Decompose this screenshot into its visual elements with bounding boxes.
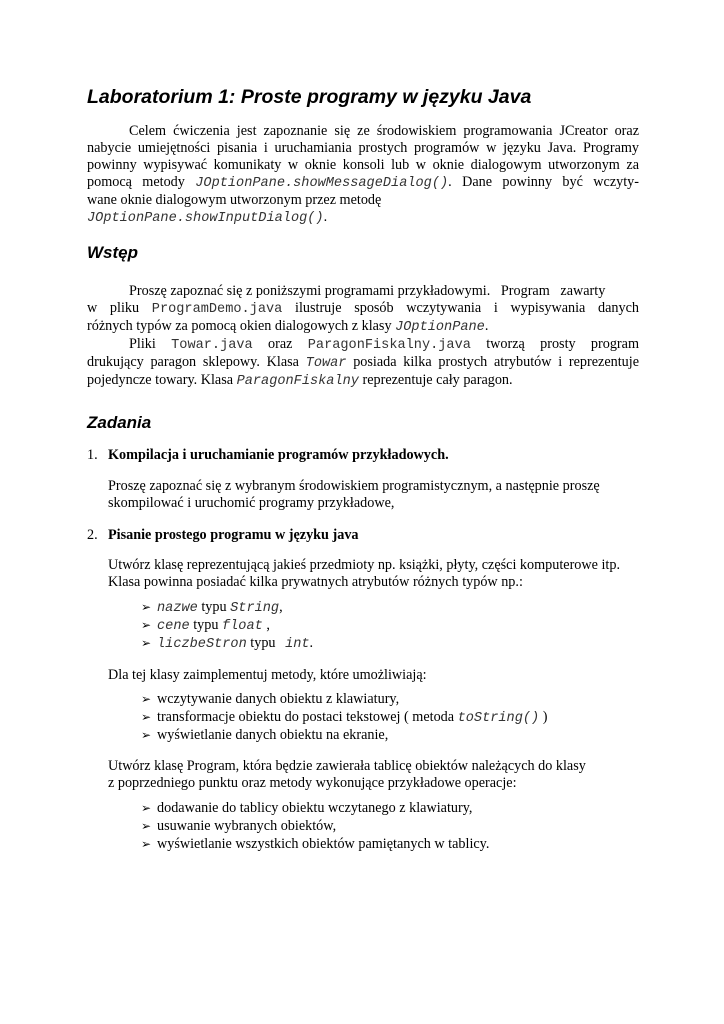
wstep-line-5 [87, 354, 639, 372]
task-2-para-1-line-2: Klasa powinna posiadać kilka prywatnych atrybutów różnych typów np.: [108, 574, 523, 590]
code-programdemo: ProgramDemo.java [151, 302, 283, 317]
arrow-bullet-icon: ➢ [141, 837, 152, 851]
arrow-bullet-icon: ➢ [141, 819, 152, 833]
task-2-title: Pisanie prostego programu w języku java [108, 527, 359, 543]
intro-line-5: wane oknie dialogowym utworzonym przez metodę [87, 192, 382, 208]
list-item [141, 691, 399, 708]
method-text: transformacje obiektu do postaci tekstowej ( metoda [157, 709, 458, 725]
method-text: wyświetlanie danych obiektu na ekranie, [157, 727, 389, 743]
intro-paragraph [87, 123, 639, 227]
task-1-header [87, 447, 449, 464]
intro-text: pomocą metody [87, 174, 196, 190]
wstep-line-2 [87, 300, 639, 318]
attr-text: typu [246, 635, 280, 651]
wstep-line-4 [87, 336, 639, 354]
task-2-header [87, 527, 359, 544]
intro-text: . [323, 209, 328, 225]
list-item [141, 599, 283, 617]
wstep-text: . [484, 318, 489, 334]
wstep-text: pojedyncze towary. Klasa [87, 372, 237, 388]
attr-text: . [309, 635, 314, 651]
wstep-text: w pliku [87, 300, 152, 316]
op-text: usuwanie wybranych obiektów, [157, 818, 337, 834]
intro-line-6 [87, 209, 639, 227]
list-item [141, 818, 336, 835]
intro-line-3: powinny wypisywać komunikaty w oknie konsoli lub w oknie dialogowym utworzonym za [87, 157, 639, 173]
wstep-text: posiada kilka prostych atrybutów i reprezentuje [346, 354, 639, 370]
task-2-para-2: Dla tej klasy zaimplementuj metody, które umożliwiają: [108, 667, 427, 683]
code-towar-java: Towar.java [171, 338, 253, 353]
attr-name: nazwe [157, 601, 198, 616]
wstep-text: różnych typów za pomocą okien dialogowych z klasy [87, 318, 396, 334]
arrow-bullet-icon: ➢ [141, 636, 152, 650]
intro-line-4 [87, 174, 639, 192]
wstep-line-3 [87, 318, 639, 336]
wstep-text: reprezentuje cały paragon. [358, 372, 513, 388]
wstep-paragraph [87, 283, 639, 390]
list-item [141, 709, 547, 727]
task-2-para-3-line-1: Utwórz klasę Program, która będzie zawierała tablicę obiektów należących do klasy [108, 758, 586, 774]
section-heading-wstep: Wstęp [87, 243, 138, 262]
method-text: wczytywanie danych obiektu z klawiatury, [157, 691, 400, 707]
code-paragon-java: ParagonFiskalny.java [307, 338, 471, 353]
list-item [141, 617, 270, 635]
method-text: ) [539, 709, 548, 725]
task-1-title: Kompilacja i uruchamianie programów przykładowych. [108, 447, 449, 463]
task-1-line-2: skompilować i uruchomić programy przykładowe, [108, 495, 395, 511]
arrow-bullet-icon: ➢ [141, 801, 152, 815]
code-show-input-dialog: JOptionPane.showInputDialog() [87, 211, 324, 226]
task-1-line-1: Proszę zapoznać się z wybranym środowiskiem programistycznym, a następnie proszę [108, 478, 600, 494]
intro-text: . Dane powinny być wczyty- [448, 174, 639, 190]
wstep-text: ilustruje sposób wczytywania i wypisywania danych [282, 300, 639, 316]
code-paragon-fiskalny: ParagonFiskalny [236, 374, 359, 389]
code-show-message-dialog: JOptionPane.showMessageDialog() [195, 176, 449, 191]
intro-line-1: Celem ćwiczenia jest zapoznanie się ze środowiskiem programowania JCreator oraz [129, 123, 639, 139]
list-item [141, 635, 313, 653]
op-text: dodawanie do tablicy obiektu wczytanego z klawiatury, [157, 800, 473, 816]
attr-name: cene [157, 619, 190, 634]
attr-type: float [221, 619, 263, 634]
list-item [141, 727, 388, 744]
section-heading-zadania: Zadania [87, 413, 152, 432]
code-towar: Towar [305, 356, 347, 371]
wstep-text: drukujący paragon sklepowy. Klasa [87, 354, 306, 370]
wstep-text: tworzą prosty program [470, 336, 639, 352]
arrow-bullet-icon: ➢ [141, 728, 152, 742]
arrow-bullet-icon: ➢ [141, 600, 152, 614]
page-title: Laboratorium 1: Proste programy w języku Java [87, 86, 532, 108]
code-tostring: toString() [457, 711, 540, 726]
task-2-para-1-line-1: Utwórz klasę reprezentującą jakieś przedmioty np. książki, płyty, części komputerowe itp. [108, 557, 621, 573]
wstep-line-1: Proszę zapoznać się z poniższymi programami przykładowymi. Program zawarty [129, 283, 606, 299]
attr-text: , [262, 617, 270, 633]
list-item [141, 836, 489, 853]
task-2-number: 2. [87, 527, 98, 543]
attr-type: String [230, 601, 280, 616]
op-text: wyświetlanie wszystkich obiektów pamiętanych w tablicy. [157, 836, 490, 852]
arrow-bullet-icon: ➢ [141, 692, 152, 706]
task-1-number: 1. [87, 447, 98, 463]
attr-text: typu [189, 617, 222, 633]
wstep-text: oraz [252, 336, 308, 352]
list-item [141, 800, 472, 817]
attr-text: , [279, 599, 283, 615]
attr-text: typu [197, 599, 231, 615]
arrow-bullet-icon: ➢ [141, 710, 152, 724]
attr-name: liczbeStron [157, 637, 247, 652]
attr-type: int [285, 637, 310, 652]
intro-line-2: nabycie umiejętności pisania i uruchamiania prostych programów w języku Java. Programy [87, 140, 639, 156]
arrow-bullet-icon: ➢ [141, 618, 152, 632]
task-2-para-3-line-2: z poprzedniego punktu oraz metody wykonujące przykładowe operacje: [108, 775, 517, 791]
code-joptionpane: JOptionPane [395, 320, 485, 335]
wstep-line-6 [87, 372, 639, 390]
wstep-text: Pliki [129, 336, 172, 352]
